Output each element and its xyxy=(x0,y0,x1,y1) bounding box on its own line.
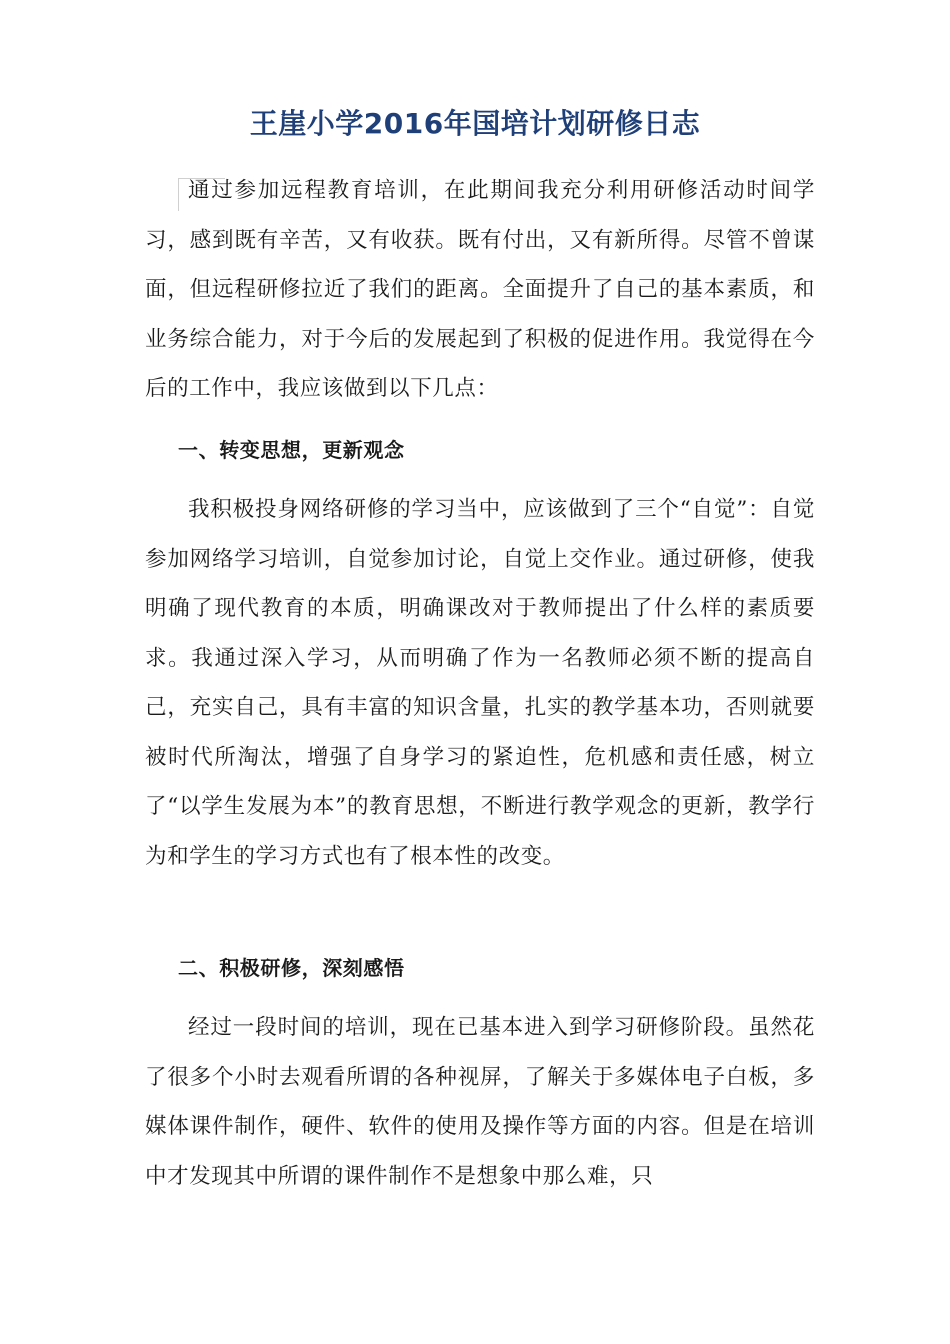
paragraph-section-1 xyxy=(145,485,815,881)
paragraph-text: 经过一段时间的培训，现在已基本进入到学习研修阶段。虽然花了很多个小时去观看所谓的各种视屏，了解关于多媒体电子白板，多媒体课件制作，硬件、软件的使用及操作等方面的内容。但是在培训中才发现其中所谓的课件制作不是想象中那么难，只 xyxy=(145,1015,815,1189)
paragraph-intro xyxy=(145,166,815,414)
paragraph-text: 通过参加远程教育培训，在此期间我充分利用研修活动时间学习，感到既有辛苦，又有收获。既有付出，又有新所得。尽管不曾谋面，但远程研修拉近了我们的距离。全面提升了自己的基本素质，和业务综合能力，对于今后的发展起到了积极的促进作用。我觉得在今后的工作中，我应该做到以下几点： xyxy=(145,178,815,401)
section-heading-1: 一、转变思想，更新观念 xyxy=(178,438,405,462)
section-heading-2: 二、积极研修，深刻感悟 xyxy=(178,956,405,980)
paragraph-text: 我积极投身网络研修的学习当中，应该做到了三个“自觉”：自觉参加网络学习培训，自觉参加讨论，自觉上交作业。通过研修，使我明确了现代教育的本质，明确课改对于教师提出了什么样的素质要求。我通过深入学习，从而明确了作为一名教师必须不断的提高自己，充实自己，具有丰富的知识含量，扎实的教学基本功，否则就要被时代所淘汰，增强了自身学习的紧迫性，危机感和责任感，树立了“以学生发展为本”的教育思想，不断进行教学观念的更新，教学行为和学生的学习方式也有了根本性的改变。 xyxy=(145,497,815,869)
paragraph-section-2 xyxy=(145,1003,815,1201)
document-title: 王崖小学2016年国培计划研修日志 xyxy=(249,107,701,140)
